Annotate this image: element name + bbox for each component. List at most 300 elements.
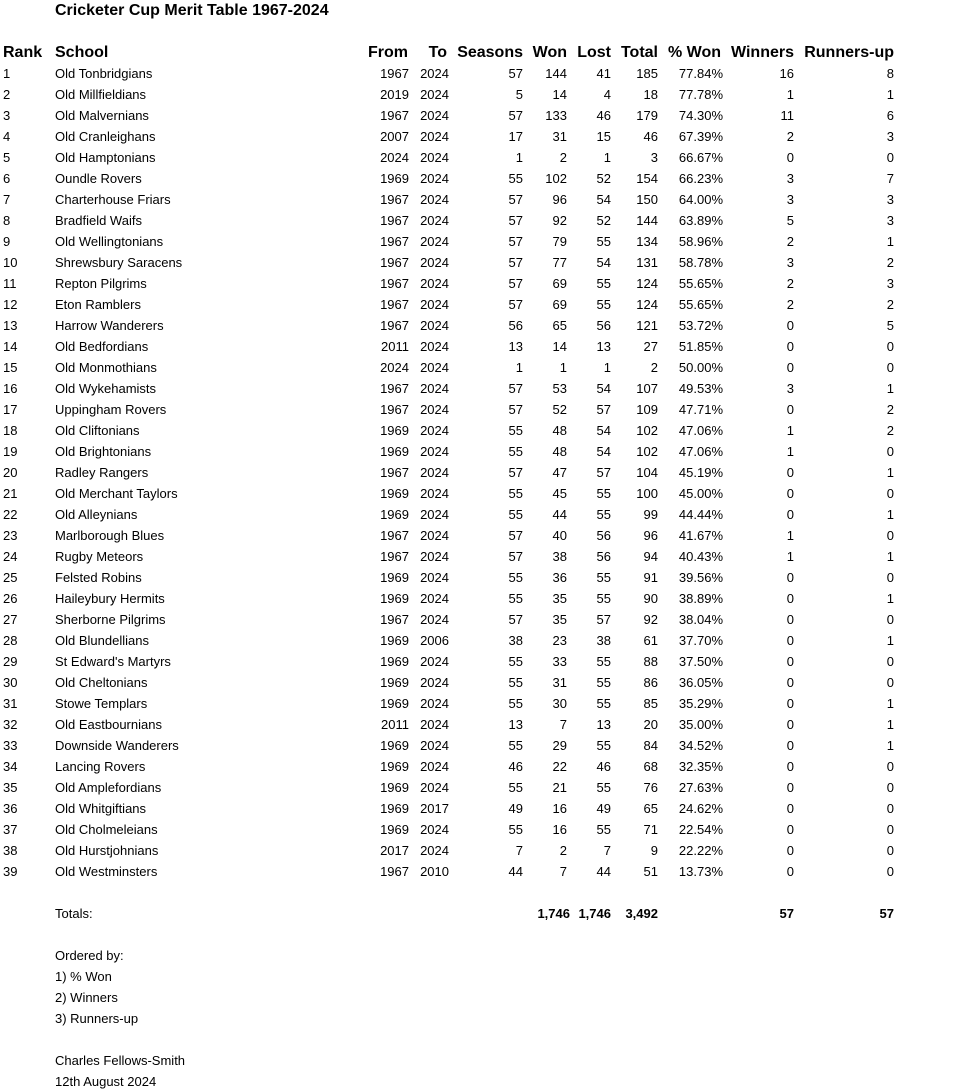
cell-won: 53 — [552, 381, 567, 396]
cell-lost: 15 — [596, 129, 611, 144]
table-row — [0, 84, 957, 105]
cell-runners-up: 1 — [886, 591, 894, 606]
cell-pct-won: 55.65% — [678, 276, 723, 291]
cell-rank: 9 — [3, 234, 11, 249]
cell-runners-up: 7 — [886, 171, 894, 186]
cell-school: Marlborough Blues — [55, 528, 165, 543]
cell-seasons: 57 — [508, 549, 523, 564]
cell-from: 2011 — [381, 339, 409, 354]
cell-runners-up: 0 — [886, 759, 894, 774]
cell-lost: 54 — [596, 255, 611, 270]
cell-winners: 1 — [786, 423, 794, 438]
cell-rank: 18 — [3, 423, 18, 438]
cell-runners-up: 0 — [886, 570, 894, 585]
cell-runners-up: 1 — [886, 465, 894, 480]
cell-rank: 5 — [3, 150, 11, 165]
cell-pct-won: 45.00% — [678, 486, 723, 501]
cell-school: Old Merchant Taylors — [55, 486, 178, 501]
cell-rank: 38 — [3, 843, 18, 858]
cell-school: Old Malvernians — [55, 108, 149, 123]
cell-won: 69 — [552, 297, 567, 312]
cell-to: 2024 — [420, 129, 449, 144]
cell-runners-up: 1 — [886, 633, 894, 648]
cell-lost: 52 — [596, 213, 611, 228]
cell-to: 2024 — [420, 402, 449, 417]
cell-pct-won: 41.67% — [678, 528, 723, 543]
cell-pct-won: 45.19% — [678, 465, 723, 480]
table-row — [0, 147, 957, 168]
cell-from: 1969 — [380, 654, 409, 669]
table-row — [0, 525, 957, 546]
table-row — [0, 231, 957, 252]
cell-total: 18 — [643, 87, 658, 102]
cell-from: 1969 — [380, 738, 409, 753]
table-row — [0, 399, 957, 420]
cell-pct-won: 24.62% — [678, 801, 723, 816]
cell-won: 14 — [552, 87, 567, 102]
cell-won: 29 — [552, 738, 567, 753]
cell-to: 2024 — [420, 738, 449, 753]
cell-rank: 15 — [3, 360, 18, 375]
cell-school: Old Wykehamists — [55, 381, 157, 396]
cell-school: Old Cliftonians — [55, 423, 140, 438]
cell-to: 2024 — [420, 675, 449, 690]
cell-pct-won: 13.73% — [678, 864, 723, 879]
table-row — [0, 630, 957, 651]
table-row — [0, 798, 957, 819]
header-winners: Winners — [731, 44, 794, 61]
cell-winners: 3 — [786, 381, 794, 396]
cell-won: 35 — [552, 612, 567, 627]
cell-from: 1967 — [380, 381, 409, 396]
cell-total: 102 — [636, 444, 658, 459]
cell-winners: 0 — [786, 633, 794, 648]
cell-seasons: 57 — [508, 465, 523, 480]
cell-lost: 7 — [603, 843, 611, 858]
cell-lost: 54 — [596, 423, 611, 438]
cell-rank: 28 — [3, 633, 18, 648]
cell-total: 104 — [636, 465, 658, 480]
cell-lost: 4 — [603, 87, 611, 102]
header-pct-won: % Won — [667, 44, 721, 61]
cell-runners-up: 0 — [886, 780, 894, 795]
cell-total: 9 — [650, 843, 658, 858]
cell-winners: 0 — [786, 654, 794, 669]
cell-runners-up: 3 — [886, 129, 894, 144]
cell-rank: 21 — [3, 486, 18, 501]
header-won: Won — [532, 44, 567, 61]
cell-school: Old Monmothians — [55, 360, 157, 375]
cell-total: 90 — [643, 591, 658, 606]
cell-from: 2024 — [380, 360, 409, 375]
cell-lost: 55 — [596, 486, 611, 501]
cell-to: 2024 — [420, 276, 449, 291]
cell-school: Harrow Wanderers — [55, 318, 164, 333]
cell-total: 94 — [643, 549, 658, 564]
cell-to: 2024 — [420, 486, 449, 501]
cell-school: Stowe Templars — [55, 696, 148, 711]
table-row — [0, 63, 957, 84]
cell-seasons: 55 — [508, 822, 523, 837]
cell-lost: 55 — [596, 507, 611, 522]
cell-pct-won: 66.23% — [678, 171, 723, 186]
cell-school: Uppingham Rovers — [55, 402, 167, 417]
totals-won: 1,746 — [537, 906, 570, 921]
cell-seasons: 46 — [508, 759, 523, 774]
cell-winners: 5 — [786, 213, 794, 228]
cell-lost: 13 — [596, 717, 611, 732]
cell-seasons: 49 — [508, 801, 523, 816]
cell-won: 47 — [552, 465, 567, 480]
cell-won: 35 — [552, 591, 567, 606]
cell-runners-up: 0 — [886, 528, 894, 543]
cell-won: 133 — [545, 108, 567, 123]
cell-seasons: 57 — [508, 255, 523, 270]
cell-pct-won: 64.00% — [678, 192, 723, 207]
cell-from: 1967 — [380, 276, 409, 291]
cell-school: Rugby Meteors — [55, 549, 144, 564]
cell-winners: 0 — [786, 801, 794, 816]
cell-rank: 13 — [3, 318, 18, 333]
cell-from: 1967 — [380, 234, 409, 249]
cell-runners-up: 0 — [886, 822, 894, 837]
cell-total: 51 — [643, 864, 658, 879]
cell-runners-up: 1 — [886, 507, 894, 522]
cell-runners-up: 0 — [886, 612, 894, 627]
cell-total: 124 — [636, 297, 658, 312]
cell-school: Radley Rangers — [55, 465, 149, 480]
cell-pct-won: 38.89% — [678, 591, 723, 606]
cell-pct-won: 67.39% — [678, 129, 723, 144]
header-seasons: Seasons — [457, 44, 523, 61]
cell-seasons: 55 — [508, 570, 523, 585]
cell-from: 1967 — [380, 402, 409, 417]
cell-seasons: 57 — [508, 213, 523, 228]
cell-won: 30 — [552, 696, 567, 711]
table-row — [0, 672, 957, 693]
cell-lost: 55 — [596, 297, 611, 312]
cell-won: 31 — [552, 129, 567, 144]
cell-rank: 6 — [3, 171, 11, 186]
cell-runners-up: 0 — [886, 675, 894, 690]
cell-to: 2024 — [420, 339, 449, 354]
cell-runners-up: 2 — [886, 402, 894, 417]
cell-lost: 55 — [596, 675, 611, 690]
cell-from: 1967 — [380, 108, 409, 123]
cell-seasons: 7 — [515, 843, 523, 858]
cell-winners: 2 — [786, 234, 794, 249]
cell-rank: 14 — [3, 339, 18, 354]
cell-seasons: 17 — [508, 129, 523, 144]
cell-won: 33 — [552, 654, 567, 669]
cell-won: 52 — [552, 402, 567, 417]
cell-lost: 55 — [596, 822, 611, 837]
cell-lost: 38 — [596, 633, 611, 648]
cell-lost: 55 — [596, 780, 611, 795]
cell-to: 2024 — [420, 87, 449, 102]
cell-winners: 0 — [786, 822, 794, 837]
cell-runners-up: 1 — [886, 87, 894, 102]
cell-rank: 36 — [3, 801, 18, 816]
cell-winners: 0 — [786, 318, 794, 333]
cell-pct-won: 37.70% — [678, 633, 723, 648]
cell-school: Repton Pilgrims — [55, 276, 147, 291]
table-row — [0, 336, 957, 357]
header-school: School — [55, 44, 109, 61]
cell-runners-up: 6 — [886, 108, 894, 123]
cell-pct-won: 47.71% — [678, 402, 723, 417]
cell-school: Downside Wanderers — [55, 738, 179, 753]
cell-school: Old Cheltonians — [55, 675, 148, 690]
table-row — [0, 840, 957, 861]
table-row — [0, 756, 957, 777]
cell-pct-won: 32.35% — [678, 759, 723, 774]
cell-rank: 16 — [3, 381, 18, 396]
cell-to: 2024 — [420, 549, 449, 564]
cell-school: Old Bedfordians — [55, 339, 149, 354]
cell-runners-up: 0 — [886, 360, 894, 375]
cell-from: 1969 — [380, 444, 409, 459]
cell-total: 134 — [636, 234, 658, 249]
cell-to: 2024 — [420, 192, 449, 207]
cell-from: 1967 — [380, 66, 409, 81]
cell-pct-won: 66.67% — [678, 150, 723, 165]
cell-winners: 0 — [786, 696, 794, 711]
cell-pct-won: 53.72% — [678, 318, 723, 333]
cell-total: 107 — [636, 381, 658, 396]
cell-to: 2024 — [420, 822, 449, 837]
cell-to: 2017 — [420, 801, 449, 816]
cell-pct-won: 35.29% — [678, 696, 723, 711]
cell-won: 2 — [559, 150, 567, 165]
cell-rank: 2 — [3, 87, 11, 102]
cell-school: Old Hamptonians — [55, 150, 156, 165]
cell-total: 154 — [636, 171, 658, 186]
cell-from: 1967 — [380, 192, 409, 207]
cell-won: 45 — [552, 486, 567, 501]
cell-lost: 1 — [603, 360, 611, 375]
table-row — [0, 714, 957, 735]
totals-label: Totals: — [55, 906, 93, 921]
cell-rank: 23 — [3, 528, 18, 543]
cell-runners-up: 0 — [886, 864, 894, 879]
cell-won: 92 — [552, 213, 567, 228]
cell-school: Old Alleynians — [55, 507, 138, 522]
cell-total: 2 — [650, 360, 658, 375]
cell-lost: 55 — [596, 696, 611, 711]
cell-runners-up: 1 — [886, 381, 894, 396]
cell-school: Bradfield Waifs — [55, 213, 142, 228]
cell-pct-won: 47.06% — [678, 423, 723, 438]
table-row — [0, 441, 957, 462]
cell-winners: 0 — [786, 717, 794, 732]
cell-pct-won: 36.05% — [678, 675, 723, 690]
cell-school: Old Cranleighans — [55, 129, 156, 144]
cell-pct-won: 55.65% — [678, 297, 723, 312]
cell-lost: 54 — [596, 192, 611, 207]
cell-won: 7 — [559, 864, 567, 879]
cell-to: 2024 — [420, 696, 449, 711]
cell-lost: 55 — [596, 738, 611, 753]
cell-pct-won: 50.00% — [678, 360, 723, 375]
cell-seasons: 55 — [508, 171, 523, 186]
cell-to: 2024 — [420, 297, 449, 312]
cell-runners-up: 3 — [886, 213, 894, 228]
cell-total: 92 — [643, 612, 658, 627]
cell-to: 2024 — [420, 612, 449, 627]
cell-school: Old Amplefordians — [55, 780, 162, 795]
cell-pct-won: 35.00% — [678, 717, 723, 732]
cell-rank: 27 — [3, 612, 18, 627]
notes-criterion: 2) Winners — [55, 990, 118, 1005]
cell-rank: 29 — [3, 654, 18, 669]
cell-total: 99 — [643, 507, 658, 522]
cell-winners: 1 — [786, 549, 794, 564]
cell-to: 2024 — [420, 465, 449, 480]
cell-pct-won: 63.89% — [678, 213, 723, 228]
cell-runners-up: 1 — [886, 549, 894, 564]
header-from: From — [368, 44, 408, 61]
cell-to: 2024 — [420, 507, 449, 522]
cell-school: Felsted Robins — [55, 570, 142, 585]
cell-lost: 55 — [596, 234, 611, 249]
table-row — [0, 546, 957, 567]
cell-from: 2024 — [380, 150, 409, 165]
cell-total: 68 — [643, 759, 658, 774]
cell-winners: 1 — [786, 87, 794, 102]
cell-total: 131 — [636, 255, 658, 270]
cell-runners-up: 0 — [886, 444, 894, 459]
cell-seasons: 56 — [508, 318, 523, 333]
cell-lost: 57 — [596, 612, 611, 627]
table-row — [0, 189, 957, 210]
cell-from: 1969 — [380, 780, 409, 795]
cell-winners: 0 — [786, 612, 794, 627]
totals-runners-up: 57 — [879, 906, 894, 921]
cell-lost: 1 — [603, 150, 611, 165]
cell-total: 3 — [650, 150, 658, 165]
table-row — [0, 252, 957, 273]
cell-winners: 0 — [786, 465, 794, 480]
cell-rank: 4 — [3, 129, 11, 144]
cell-winners: 3 — [786, 171, 794, 186]
cell-rank: 33 — [3, 738, 18, 753]
cell-to: 2024 — [420, 759, 449, 774]
cell-school: St Edward's Martyrs — [55, 654, 171, 669]
cell-seasons: 57 — [508, 297, 523, 312]
cell-from: 1967 — [380, 255, 409, 270]
cell-won: 40 — [552, 528, 567, 543]
cell-won: 144 — [545, 66, 567, 81]
header-runners-up: Runners-up — [804, 44, 894, 61]
cell-seasons: 57 — [508, 381, 523, 396]
cell-winners: 2 — [786, 276, 794, 291]
cell-pct-won: 34.52% — [678, 738, 723, 753]
cell-rank: 19 — [3, 444, 18, 459]
cell-to: 2024 — [420, 591, 449, 606]
cell-rank: 25 — [3, 570, 18, 585]
cell-total: 150 — [636, 192, 658, 207]
cell-seasons: 1 — [515, 150, 523, 165]
cell-rank: 3 — [3, 108, 11, 123]
table-row — [0, 588, 957, 609]
cell-winners: 0 — [786, 843, 794, 858]
cell-to: 2024 — [420, 381, 449, 396]
cell-seasons: 44 — [508, 864, 523, 879]
cell-school: Old Cholmeleians — [55, 822, 158, 837]
cell-runners-up: 8 — [886, 66, 894, 81]
cell-won: 65 — [552, 318, 567, 333]
cell-rank: 7 — [3, 192, 11, 207]
notes-date: 12th August 2024 — [55, 1074, 157, 1089]
cell-seasons: 55 — [508, 738, 523, 753]
cell-seasons: 57 — [508, 276, 523, 291]
cell-seasons: 57 — [508, 192, 523, 207]
cell-pct-won: 49.53% — [678, 381, 723, 396]
cell-won: 16 — [552, 822, 567, 837]
cell-total: 85 — [643, 696, 658, 711]
cell-won: 102 — [545, 171, 567, 186]
cell-total: 76 — [643, 780, 658, 795]
cell-from: 2017 — [380, 843, 409, 858]
cell-seasons: 57 — [508, 528, 523, 543]
header-lost: Lost — [577, 44, 611, 61]
cell-school: Old Millfieldians — [55, 87, 147, 102]
cell-school: Shrewsbury Saracens — [55, 255, 183, 270]
page-title: Cricketer Cup Merit Table 1967-2024 — [55, 2, 329, 19]
cell-won: 77 — [552, 255, 567, 270]
cell-lost: 44 — [596, 864, 611, 879]
cell-from: 1967 — [380, 465, 409, 480]
cell-to: 2024 — [420, 570, 449, 585]
cell-runners-up: 0 — [886, 486, 894, 501]
cell-to: 2024 — [420, 654, 449, 669]
cell-pct-won: 44.44% — [678, 507, 723, 522]
cell-school: Eton Ramblers — [55, 297, 141, 312]
cell-winners: 0 — [786, 486, 794, 501]
cell-winners: 16 — [779, 66, 794, 81]
cell-runners-up: 0 — [886, 801, 894, 816]
cell-from: 1967 — [380, 864, 409, 879]
notes-criterion: 3) Runners-up — [55, 1011, 139, 1026]
cell-total: 71 — [643, 822, 658, 837]
cell-total: 84 — [643, 738, 658, 753]
cell-won: 2 — [559, 843, 567, 858]
cell-won: 14 — [552, 339, 567, 354]
cell-runners-up: 2 — [886, 423, 894, 438]
cell-lost: 46 — [596, 108, 611, 123]
cell-seasons: 57 — [508, 108, 523, 123]
table-row — [0, 693, 957, 714]
cell-seasons: 55 — [508, 423, 523, 438]
cell-runners-up: 0 — [886, 654, 894, 669]
cell-to: 2024 — [420, 360, 449, 375]
table-row — [0, 462, 957, 483]
cell-rank: 11 — [3, 276, 17, 291]
cell-from: 1969 — [380, 486, 409, 501]
cell-runners-up: 0 — [886, 339, 894, 354]
cell-seasons: 55 — [508, 591, 523, 606]
table-row — [0, 105, 957, 126]
cell-seasons: 55 — [508, 444, 523, 459]
table-row — [0, 210, 957, 231]
cell-to: 2010 — [420, 864, 449, 879]
cell-lost: 49 — [596, 801, 611, 816]
cell-from: 1967 — [380, 213, 409, 228]
cell-rank: 20 — [3, 465, 18, 480]
cell-from: 2011 — [381, 717, 409, 732]
cell-won: 36 — [552, 570, 567, 585]
